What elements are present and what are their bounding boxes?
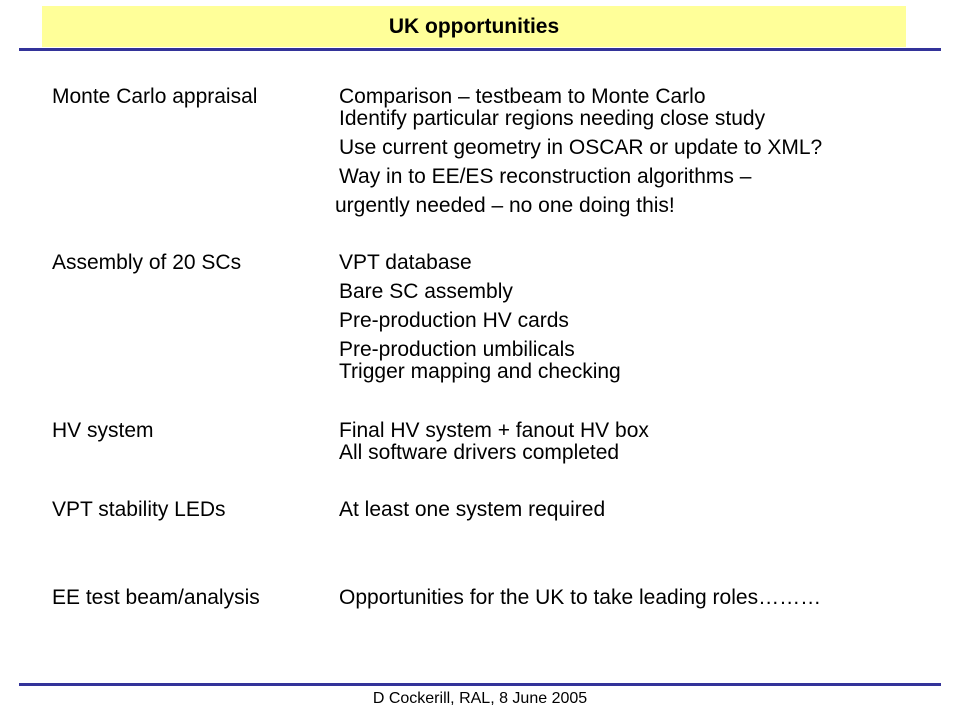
row-label-ee-test-beam: EE test beam/analysis bbox=[52, 586, 260, 609]
row-item: Pre-production HV cards bbox=[339, 309, 569, 332]
row-label-hv-system: HV system bbox=[52, 419, 154, 442]
row-label-monte-carlo: Monte Carlo appraisal bbox=[52, 85, 258, 108]
row-item: Trigger mapping and checking bbox=[339, 360, 621, 383]
row-label-assembly: Assembly of 20 SCs bbox=[52, 251, 242, 274]
row-item: At least one system required bbox=[339, 498, 606, 521]
bottom-divider bbox=[19, 683, 941, 686]
top-divider bbox=[19, 48, 941, 51]
row-item: Opportunities for the UK to take leading roles……… bbox=[339, 586, 822, 609]
row-item: Use current geometry in OSCAR or update to XML? bbox=[339, 136, 823, 159]
page-title: UK opportunities bbox=[388, 14, 560, 38]
footer-credit: D Cockerill, RAL, 8 June 2005 bbox=[372, 690, 588, 707]
row-item: Pre-production umbilicals bbox=[339, 338, 575, 361]
row-item: Way in to EE/ES reconstruction algorithms – bbox=[339, 165, 752, 188]
row-item: Identify particular regions needing close study bbox=[339, 107, 766, 130]
row-item: Comparison – testbeam to Monte Carlo bbox=[339, 85, 706, 108]
row-item: VPT database bbox=[339, 251, 472, 274]
row-label-vpt-leds: VPT stability LEDs bbox=[52, 498, 226, 521]
title-bar bbox=[42, 6, 906, 47]
row-item: All software drivers completed bbox=[339, 441, 620, 464]
row-item: urgently needed – no one doing this! bbox=[335, 194, 675, 217]
row-item: Final HV system + fanout HV box bbox=[339, 419, 649, 442]
row-item: Bare SC assembly bbox=[339, 280, 513, 303]
